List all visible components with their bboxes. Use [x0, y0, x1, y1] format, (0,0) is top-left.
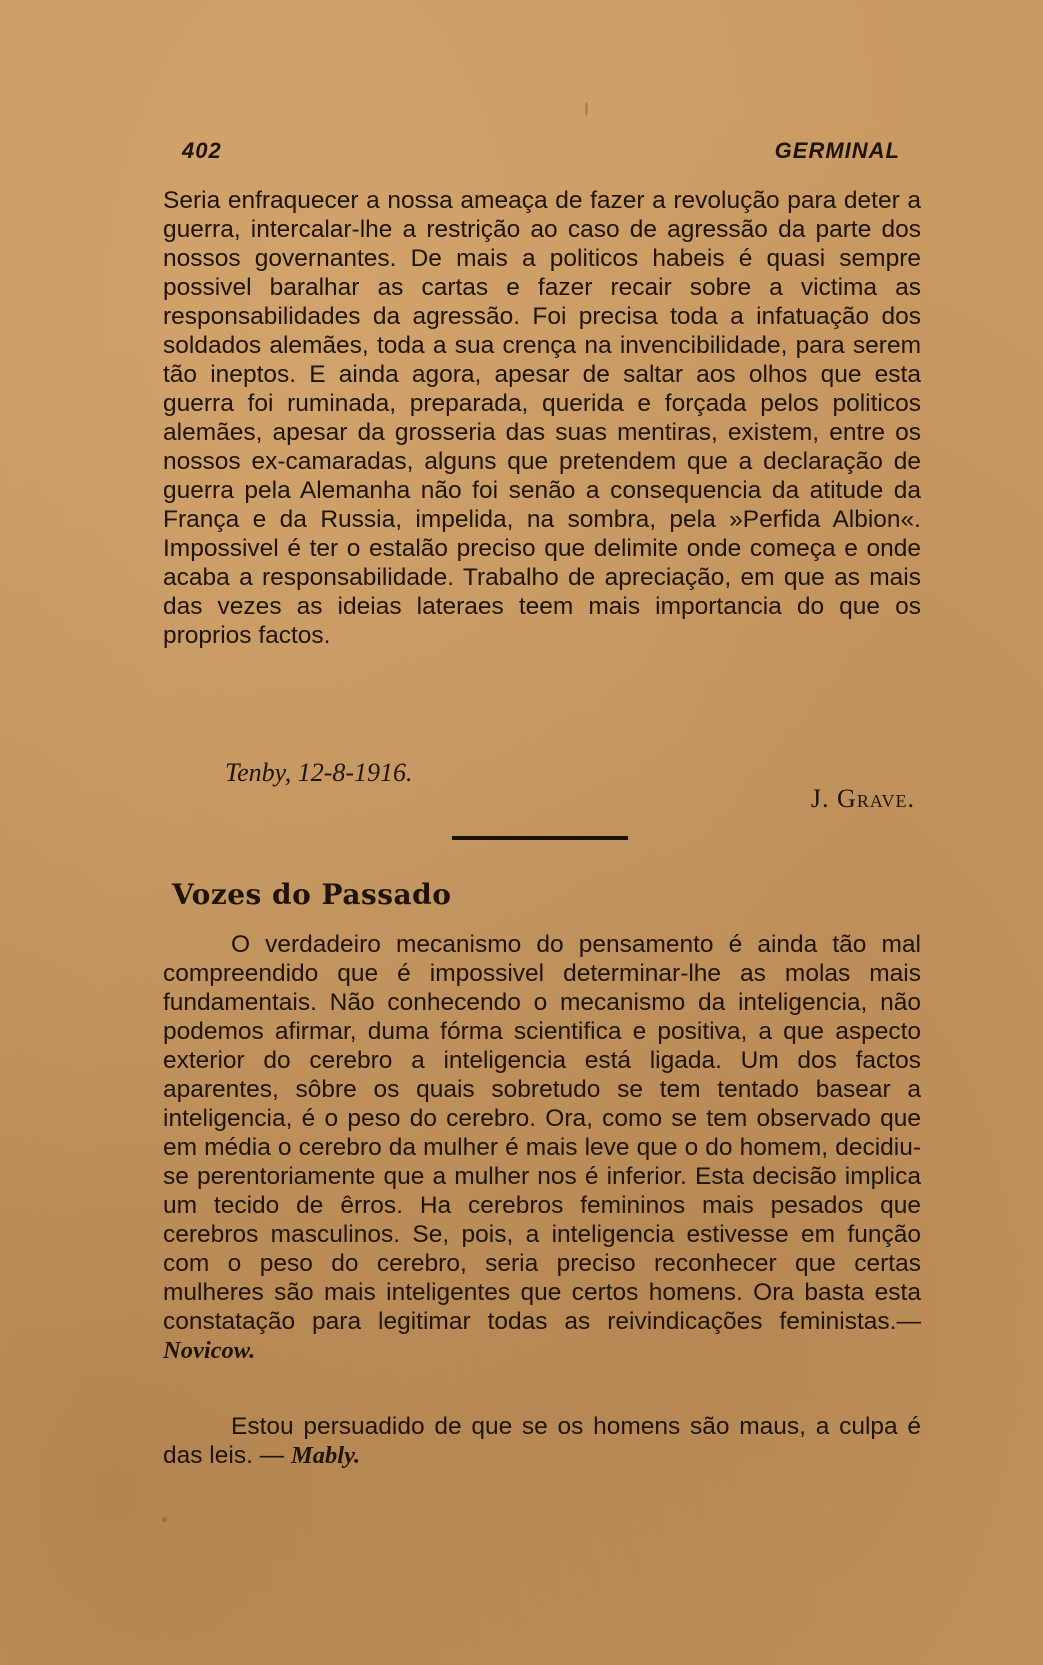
article-text — [163, 186, 921, 650]
quote-text: O verdadeiro mecanismo do pensamento é ainda tão mal compreendido que é impossivel determinar-lhe as molas mais fundamentais. Não conhecendo o mecanismo da inteligencia, não podemos afirmar, duma fórma scientifica e positiva, a que aspecto exterior do cerebro a inteligencia está ligada. Um dos factos aparentes, sôbre os quais sobretudo se tem tentado basear a inteligencia, é o peso do cerebro. Ora, como se tem observado que em média o cerebro da mulher é mais leve que o do homem, decidiu-se perentoriamente que a mulher nos é inferior. Esta decisão implica um tecido de êrros. Ha cerebros femininos mais pesados que cerebros masculinos. Se, pois, a inteligencia estivesse em função com o peso do cerebro, seria preciso reconhecer que certas mulheres são mais inteligentes que certos homens. Ora basta esta constatação para legitimar todas as reivindicações feministas.— — [163, 931, 921, 1335]
place-date: Tenby, 12-8-1916. — [225, 758, 413, 787]
running-header — [182, 138, 900, 170]
paragraph: Seria enfraquecer a nossa ameaça de fazer a revolução para deter a guerra, intercalar-lhe a restrição ao caso de agressão da parte dos nossos governantes. De mais a politicos habeis é quasi sempre possivel baralhar as cartas e fazer recair sobre a victima as responsabilidades da agressão. Foi precisa toda a infatuação dos soldados alemães, toda a sua crença na invencibilidade, para serem tão ineptos. E ainda agora, apesar de saltar aos olhos que esta guerra foi ruminada, preparada, querida e forçada pelos politicos alemães, apesar da grosseria das suas mentiras, existem, entre os nossos ex-camaradas, alguns que pretendem que a declaração de guerra pela Alemanha não foi senão a consequencia da atitude da França e da Russia, impelida, na sombra, pela »Perfida Albion«. Impossivel é ter o estalão preciso que delimite onde começa e onde acaba a responsabilidade. Trabalho de apreciação, em que as mais das vezes as ideias lateraes teem mais importancia do que os proprios factos. — [163, 187, 921, 649]
paper-mark — [585, 102, 588, 116]
section-divider — [452, 836, 628, 840]
quote-author: Novicow. — [163, 1337, 256, 1364]
quote-block — [163, 1412, 921, 1470]
quote-text: Estou persuadido de que se os homens são maus, a culpa é das leis. — — [163, 1413, 921, 1469]
journal-title: GERMINAL — [774, 138, 900, 163]
author-signature: J. Grave. — [810, 784, 915, 813]
section-heading: Vozes do Passado — [172, 878, 452, 911]
quote-paragraph — [163, 930, 921, 1365]
paper-mark — [162, 1517, 167, 1522]
quote-author: Mably. — [291, 1442, 361, 1469]
quote-paragraph — [163, 1412, 921, 1470]
quote-block — [163, 930, 921, 1365]
signature-line — [225, 758, 915, 818]
page-number: 402 — [182, 138, 222, 163]
